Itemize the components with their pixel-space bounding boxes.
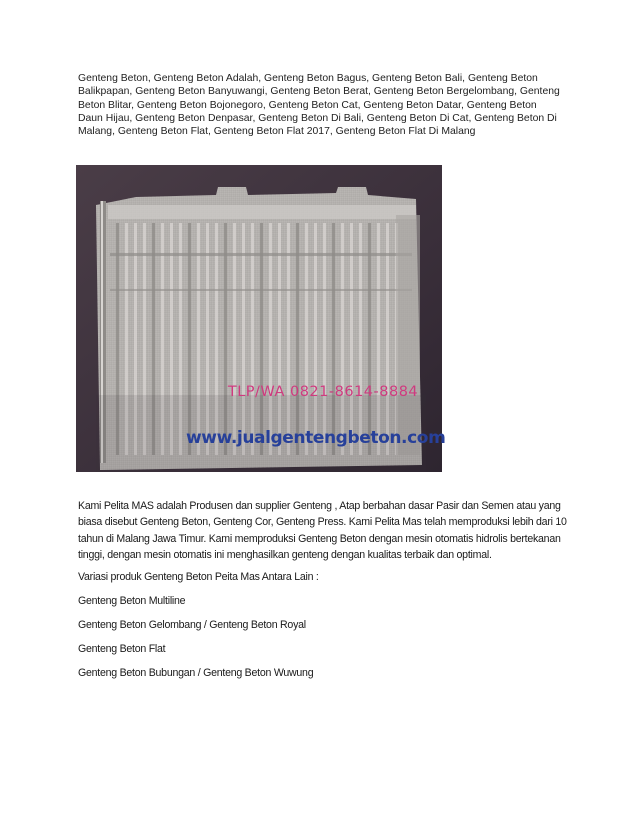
phone-watermark: TLP/WA 0821-8614-8884 bbox=[227, 384, 419, 400]
intro-paragraph: Kami Pelita MAS adalah Produsen dan supplier Genteng , Atap berbahan dasar Pasir dan Semen atau yang biasa disebut Genteng Beton, Genteng Cor, Genteng Press. Kami Pelita Mas telah memproduksi lebih dari 10 tahun di Malang Jawa Timur. Kami memproduksi Genteng Beton dengan mesin otomatis hidrolis bertekanan tinggi, dengan mesin otomatis ini menghasilkan genteng dengan kualitas terbaik dan optimal. bbox=[78, 500, 567, 562]
product-photo bbox=[76, 165, 446, 472]
body-content bbox=[78, 498, 568, 690]
keywords-paragraph: Genteng Beton, Genteng Beton Adalah, Genteng Beton Bagus, Genteng Beton Bali, Genteng Beton Balikpapan, Genteng Beton Banyuwangi, Genteng Beton Berat, Genteng Beton Bergelombang, Genteng Beton Blitar, Genteng Beton Bojonegoro, Genteng Beton Cat, Genteng Beton Datar, Genteng Beton Daun Hijau, Genteng Beton Denpasar, Genteng Beton Di Bali, Genteng Beton Di Cat, Genteng Beton Di Malang, Genteng Beton Flat, Genteng Beton Flat 2017, Genteng Beton Flat Di Malang bbox=[78, 73, 560, 138]
concrete-tile-image bbox=[76, 165, 446, 472]
variant-item: Genteng Beton Flat bbox=[78, 642, 166, 655]
variants-heading: Variasi produk Genteng Beton Peita Mas Antara Lain : bbox=[78, 570, 319, 583]
variant-item: Genteng Beton Multiline bbox=[78, 594, 186, 607]
variant-item: Genteng Beton Bubungan / Genteng Beton Wuwung bbox=[78, 666, 314, 679]
variant-item: Genteng Beton Gelombang / Genteng Beton Royal bbox=[78, 618, 306, 631]
website-watermark: www.jualgentengbeton.com bbox=[186, 428, 446, 448]
